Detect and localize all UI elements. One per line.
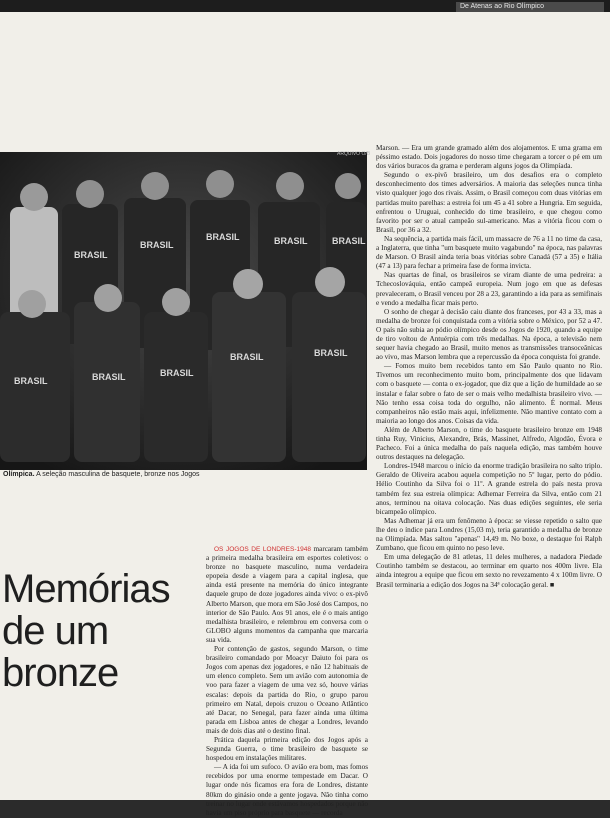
svg-text:BRASIL: BRASIL xyxy=(14,376,48,386)
article-column-2 xyxy=(376,144,602,590)
article-paragraph: Marson. — Era um grande gramado além dos alojamentos. E uma grama em péssimo estado. Dois jogadores do nosso time chegaram a torcer o pé em um dos vários buracos da grama e perderam alguns jogos da Olimpíada. xyxy=(376,144,602,171)
article-paragraph xyxy=(206,545,368,645)
svg-text:BRASIL: BRASIL xyxy=(314,348,348,358)
caption-label: Olímpica. xyxy=(3,471,35,478)
team-photo xyxy=(0,152,367,470)
article-column-1 xyxy=(206,545,368,818)
svg-text:BRASIL: BRASIL xyxy=(206,232,240,242)
article-paragraph: — Fomos muito bem recebidos tanto em São Paulo quanto no Rio. Tivemos um reconhecimento muito bom, principalmente dos que lidavam com o basquete — conta o ex-jogador, que diz que a lição de humildade ao se instalar e falar sobre o fato de ser o mais velho medalhista brasileiro vivo. — Não tenho essa coisa toda do orgulho, não alimento. É normal. Meus companheiros não estão mais aqui, infelizmente. Não mantive contato com a maioria ao longo dos anos. Coisas da vida. xyxy=(376,362,602,425)
article-paragraph: — A ida foi um sufoco. O avião era bom, mas fomos recebidos por uma enorme tempestade em Dacar. O lugar onde nós ficamos era fora de Londres, distante 80km do ginásio onde a gente jogava. Não tinha como treinar no lugar onde estávamos hospedados porque não havia um piso próprio para basquete — recorda xyxy=(206,763,368,817)
svg-text:BRASIL: BRASIL xyxy=(92,372,126,382)
svg-text:BRASIL: BRASIL xyxy=(230,352,264,362)
headline-line-1: Memórias xyxy=(2,567,170,611)
article-paragraph: Nas quartas de final, os brasileiros se viram diante de uma pedreira: a Tchecoslováquia, então campeã europeia. Num jogo em que as defesas prevaleceram, o Brasil venceu por 28 a 23, garantindo a ida para as semifinais e vendo a medalha ficar mais perto. xyxy=(376,271,602,307)
photo-caption xyxy=(3,470,365,479)
headline xyxy=(2,568,202,694)
svg-text:BRASIL: BRASIL xyxy=(140,240,174,250)
article-paragraph: Mas Adhemar já era um fenômeno à época: se viesse repetido o salto que lhe deu o índice para Londres (15,03 m), teria garantido a medalha de bronze na Olimpíada. Mas saltou "apenas" 14,49 m. No boxe, o destaque foi Ralph Zumbano, que ficou em quinto no peso leve. xyxy=(376,516,602,553)
svg-text:BRASIL: BRASIL xyxy=(74,250,108,260)
article-paragraph: Prática daquela primeira edição dos Jogos após a Segunda Guerra, o time brasileiro de basquete se hospedou em instalações militares. xyxy=(206,735,368,763)
article-paragraph: Além de Alberto Marson, o time do basquete brasileiro bronze em 1948 tinha Ruy, Vinicius, Alexandre, Brás, Massinet, Alfredo, Algodão, Évora e Pacheco. Foi a única medalha do país naquela edição, mas também houve outros destaques na delegação. xyxy=(376,425,602,462)
article-paragraph: Em uma delegação de 81 atletas, 11 deles mulheres, a nadadora Piedade Coutinho também se destacou, ao terminar em quarto nos 400m livre. Ela ainda integrou a equipe que ficou em sexto no revezamento 4 x 100m livre. O Brasil terminaria a edição dos Jogos na 34ª colocação geral. ■ xyxy=(376,553,602,589)
section-kicker: De Atenas ao Rio Olímpico xyxy=(456,2,604,12)
headline-line-3: bronze xyxy=(2,651,119,695)
article-paragraph: Por contenção de gastos, segundo Marson, o time brasileiro comandado por Moacyr Daiuto foi para os Jogos com apenas dez jogadores, e não 12 habituais de um elenco completo. Sem um avião com autonomia de voo para fazer a viagem de uma vez só, houve várias escalas: depois da partida do Rio, o grupo parou primeiro em Natal, depois cruzou o Oceano Atlântico até Dacar, no Senegal, para fazer ainda uma última parada em Lisboa antes de chegar a Londres, levando mais de dois dias até o destino final. xyxy=(206,645,368,735)
article-lead: OS JOGOS DE LONDRES-1948 xyxy=(214,546,311,553)
svg-text:BRASIL: BRASIL xyxy=(274,236,308,246)
header-bar xyxy=(0,0,610,12)
photo-credit: ARQUIVO O/B xyxy=(337,151,371,157)
paragraph-text: marcaram também a primeira medalha brasileira em esportes coletivos: o bronze no basquete masculino, numa verdadeira epopeia desde a viagem para a capital inglesa, que ainda está presente na memória do único integrante daquele grupo de doze jogadores ainda vivo: o ex-pivô Alberto Marson, que mora em São José dos Campos, no interior de São Paulo. Aos 91 anos, ele é o mais antigo medalhista brasileiro, e relembrou em conversa com o GLOBO alguns momentos da campanha que marcaria sua vida. xyxy=(206,545,369,644)
svg-text:BRASIL: BRASIL xyxy=(332,236,366,246)
team-photo-image xyxy=(0,152,367,470)
headline-line-2: de um xyxy=(2,609,109,653)
article-paragraph: Na sequência, a partida mais fácil, um massacre de 76 a 11 no time da casa, a Inglaterra, que tinha "um basquete muito vagabundo" na época, nas palavras de Marson. O Brasil ainda teria boas vitórias sobre Canadá (57 a 35) e Itália (47 a 13) para fechar a primeira fase de forma invicta. xyxy=(376,234,602,271)
article-paragraph: O sonho de chegar à decisão caiu diante dos franceses, por 43 a 33, mas a medalha de bronze foi conquistada com a vitória sobre o México, por 52 a 47. O país não subia ao pódio olímpico desde os Jogos de 1920, quando a equipe de tiro voltou de Antuérpia com três medalhas. Na época, a televisão nem sequer havia chegado ao Brasil, muito menos as transmissões transoceânicas ao vivo, mas Marson lembra que a repercussão da época conquista foi grande. xyxy=(376,307,602,362)
svg-text:BRASIL: BRASIL xyxy=(160,368,194,378)
caption-text: A seleção masculina de basquete, bronze nos Jogos xyxy=(36,471,200,478)
article-paragraph: Londres-1948 marcou o início da enorme tradição brasileira no salto triplo. Geraldo de Oliveira acabou aquela competição no 5º lugar, perto do pódio. Hélio Coutinho da Silva foi o 11º. A grande estrela do país nesta prova também fez sua estreia olímpica: Adhemar Ferreira da Silva, então com 21 anos, terminou na oitava colocação. Nas duas edições seguintes, ele seria bicampeão olímpico. xyxy=(376,462,602,516)
article-paragraph: Segundo o ex-pivô brasileiro, um dos desafios era o completo desconhecimento dos times adversários. A maioria das seleções nunca tinha visto qualquer jogo dos rivais. Assim, o Brasil começou com duas vitórias em partidas muito parelhas: a estreia foi um 45 a 41 sobre a Hungria. Em seguida, enfrentou o Uruguai, conhecido do time brasileiro, e que chegou como favorito por ser o atual campeão sul-americano. Mas a vitória ficou com o Brasil, por 36 a 32. xyxy=(376,171,602,234)
